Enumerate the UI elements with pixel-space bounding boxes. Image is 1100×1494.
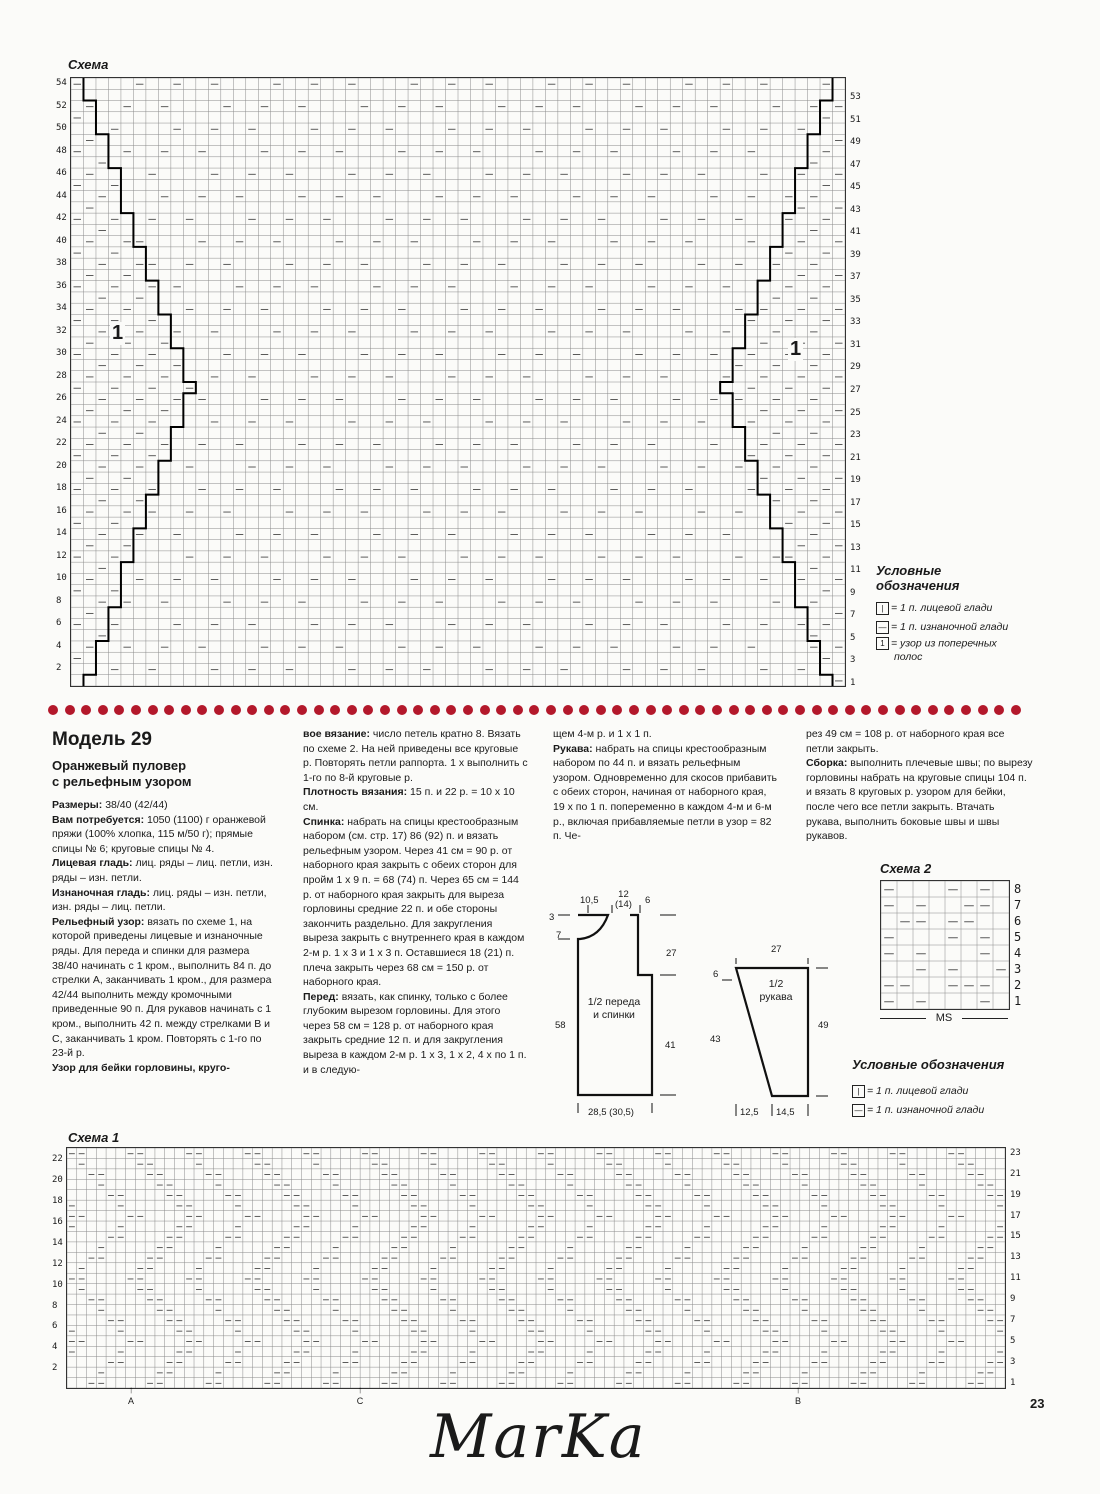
divider-dot (612, 705, 622, 715)
body-height-left: 58 (555, 1020, 566, 1031)
article-paragraph: Рукава: набрать на спицы крестообразным набором по 44 п. и вязать рельефным узором. Одновременно для скосов прибавить с обеих сторон, начиная от наборного края, 19 х по 1 п. попеременно в каждом 4-м и 6-м р., включая прибавляемые петли в узор = 82 п. Че- (553, 742, 777, 843)
divider-dot (397, 705, 407, 715)
divider-dot (778, 705, 788, 715)
divider-dot (928, 705, 938, 715)
divider-dot (812, 705, 822, 715)
divider-dot (264, 705, 274, 715)
chart2-footer: MS (880, 1012, 1008, 1024)
chart2-row-label: 4 (1014, 946, 1022, 960)
body-top-a: 10,5 (580, 895, 599, 906)
divider-dot (48, 705, 58, 715)
divider-dot (911, 705, 921, 715)
body-top-c: 6 (645, 895, 651, 906)
chart1-row-label-left: 18 (52, 1196, 63, 1207)
row-label-left: 38 (56, 258, 67, 269)
chart1-row-label-left: 14 (52, 1237, 63, 1248)
row-label-right: 1 (850, 677, 856, 688)
chart1-arrow-label: C (356, 1396, 364, 1406)
sleeve-label: 1/2 рукава (759, 978, 793, 1003)
row-label-right: 27 (850, 385, 861, 395)
row-label-left: 46 (56, 168, 67, 179)
row-label-right: 5 (850, 632, 856, 643)
chart1-row-label-right: 13 (1010, 1252, 1021, 1263)
region-label-right: 1 (790, 338, 802, 360)
article-paragraph: Размеры: 38/40 (42/44) (52, 799, 168, 811)
divider-dot (944, 705, 954, 715)
chart1-row-label-left: 10 (52, 1279, 63, 1290)
legend-bottom-title: Условные обозначения (852, 1057, 1005, 1072)
divider-dot (878, 705, 888, 715)
divider-dot (795, 705, 805, 715)
row-label-right: 35 (850, 294, 861, 305)
divider-dot (347, 705, 357, 715)
legend-top (876, 563, 1076, 665)
divider-dot (413, 705, 423, 715)
divider-dot (828, 705, 838, 715)
article-paragraph: рез 49 см = 108 р. от наборного края все петли закрыть. (806, 728, 1005, 755)
chart2-title: Схема 2 (880, 861, 932, 876)
article-paragraph: Вам потребуется: 1050 (1100) г оранжевой пряжи (100% хлопка, 115 м/50 г); прямые спицы № 6; круговые спицы № 4. (52, 813, 266, 855)
divider-dot (214, 705, 224, 715)
sleeve-top: 27 (771, 944, 782, 955)
row-label-left: 34 (56, 303, 67, 314)
row-label-left: 48 (56, 145, 67, 156)
row-label-right: 7 (850, 610, 856, 621)
chart1-row-label-right: 23 (1010, 1148, 1021, 1158)
row-label-right: 41 (850, 227, 861, 238)
row-label-right: 25 (850, 407, 861, 418)
row-label-left: 12 (56, 550, 67, 561)
divider-dot (131, 705, 141, 715)
divider-dot (662, 705, 672, 715)
knit-stitch-icon: | (852, 1085, 865, 1098)
body-top-b: 12 (14) (615, 889, 632, 910)
row-label-right: 23 (850, 430, 861, 441)
divider-dot (280, 705, 290, 715)
body-height-right: 41 (665, 1040, 676, 1051)
divider-dot (98, 705, 108, 715)
divider-dot (845, 705, 855, 715)
row-label-left: 26 (56, 393, 67, 404)
signature: MarKa (430, 1402, 647, 1472)
chart1-row-label-right: 17 (1010, 1210, 1021, 1221)
row-label-right: 47 (850, 159, 861, 170)
sleeve-bottom-a: 12,5 (740, 1107, 759, 1118)
legend-top-item-stripe: 1 = узор из поперечных (876, 637, 1076, 650)
chart1-row-label-left: 22 (52, 1154, 63, 1165)
row-label-right: 53 (850, 92, 861, 103)
article-column-2 (303, 727, 528, 1077)
row-label-left: 44 (56, 190, 67, 201)
legend-top-item-stripe-cont: полос (894, 651, 923, 664)
divider-dot (579, 705, 589, 715)
row-label-right: 15 (850, 520, 861, 531)
row-label-left: 24 (56, 415, 67, 426)
article-paragraph: Плотность вязания: 15 п. и 22 р. = 10 х 10 см. (303, 786, 515, 813)
divider-dot (695, 705, 705, 715)
row-label-right: 37 (850, 272, 861, 283)
legend-bottom-item-knit: | = 1 п. лицевой глади (852, 1082, 1052, 1101)
row-label-right: 11 (850, 565, 861, 576)
divider-dot (480, 705, 490, 715)
chart1-arrow-label: B (794, 1396, 801, 1406)
body-bottom: 28,5 (30,5) (588, 1107, 634, 1118)
chart1-row-label-right: 7 (1010, 1314, 1016, 1325)
row-label-left: 50 (56, 123, 67, 134)
article-paragraph: вое вязание: число петель кратно 8. Вязать по схеме 2. На ней приведены все круговые р. Повторять петли раппорта. 1 х выполнить с 1-го по 8-й круговые р. (303, 728, 528, 784)
article-paragraph: Узор для бейки горловины, круго- (52, 1061, 230, 1074)
divider-dot (513, 705, 523, 715)
sleeve-left-height: 43 (710, 1034, 721, 1045)
page-number: 23 (1030, 1396, 1045, 1411)
divider-dot (164, 705, 174, 715)
divider-dot (679, 705, 689, 715)
row-label-left: 54 (56, 78, 67, 88)
article-paragraph: Спинка: набрать на спицы крестообразным набором (см. стр. 17) 86 (92) п. и вязать рельефным узором. Через 41 см = 90 р. от наборного края закрыть с обеих сторон для пройм 1 х 9 п. = 68 (74) п. Через 65 см = 144 р. от наборного края закрыть для выреза горловины средние 22 п. и обе стороны закончить раздельно. Для закругления выреза закрыть с внутреннего края в каждом 2-м р. 1 х 3 и 1 х 3 п. Оставшиеся 18 (21) п. плеча закрыть через 68 см = 150 р. от наборного края. (303, 815, 525, 989)
purl-stitch-icon: — (876, 621, 889, 634)
article-column-4 (806, 727, 1033, 844)
model-subtitle: Оранжевый пуловер с рельефным узором (52, 758, 192, 789)
divider-dot (181, 705, 191, 715)
row-label-right: 17 (850, 497, 861, 508)
row-label-right: 51 (850, 114, 861, 125)
divider-dot (463, 705, 473, 715)
knit-stitch-icon: | (876, 602, 889, 615)
body-left-b: 7 (556, 930, 562, 941)
divider-dot (895, 705, 905, 715)
row-label-right: 31 (850, 339, 861, 350)
chart2-row-label: 1 (1014, 994, 1022, 1008)
chart2-row-label: 2 (1014, 978, 1022, 992)
chart1-row-label-right: 9 (1010, 1294, 1016, 1305)
chart1-arrow-a (126, 1386, 136, 1406)
row-label-left: 6 (56, 618, 62, 629)
divider-dot (81, 705, 91, 715)
chart1-row-label-left: 6 (52, 1321, 58, 1332)
divider-dot (363, 705, 373, 715)
divider-dot (446, 705, 456, 715)
row-label-left: 16 (56, 505, 67, 516)
region-label-left: 1 (112, 322, 124, 344)
legend-top-item-knit: | = 1 п. лицевой глади (876, 599, 1076, 618)
chart1-row-label-left: 4 (52, 1342, 58, 1353)
chart1-svg (67, 1148, 1005, 1388)
chart2-row-label: 6 (1014, 914, 1022, 928)
row-label-right: 33 (850, 317, 861, 328)
model-title: Модель 29 (52, 729, 152, 750)
chart2-row-label: 5 (1014, 930, 1022, 944)
divider-dot (430, 705, 440, 715)
divider-dot (861, 705, 871, 715)
chart-top-title: Схема (68, 57, 109, 72)
arrow-up-icon: ↑ (357, 1385, 363, 1396)
legend-bottom (852, 1057, 1052, 1120)
chart2-row-label: 7 (1014, 898, 1022, 912)
divider-dot (197, 705, 207, 715)
chart2-row-label: 8 (1014, 882, 1022, 896)
row-label-left: 4 (56, 640, 62, 651)
divider-dot (65, 705, 75, 715)
article-paragraph: Изнаночная гладь: лиц. ряды – изн. петли, изн. ряды – лиц. петли. (52, 886, 267, 914)
body-side-right: 27 (666, 948, 677, 959)
dotted-divider (48, 703, 1028, 717)
article-paragraph: Перед: вязать, как спинку, только с более глубоким вырезом горловины. Для этого через 58 см = 128 р. от наборного края закрыть средние 12 п. и для закругления выреза в каждом 2-м р. 1 х 3, 1 х 2, 4 х по 1 п. и в следую- (303, 990, 527, 1076)
row-label-left: 40 (56, 235, 67, 246)
divider-dot (148, 705, 158, 715)
arrow-up-icon: ↑ (795, 1385, 801, 1396)
row-label-right: 21 (850, 452, 861, 463)
chart1-row-label-left: 16 (52, 1217, 63, 1228)
chart1-row-label-right: 1 (1010, 1377, 1016, 1388)
legend-top-title: Условные обозначения (876, 563, 960, 593)
sleeve-bottom-b: 14,5 (776, 1107, 795, 1118)
divider-dot (231, 705, 241, 715)
divider-dot (314, 705, 324, 715)
row-label-left: 2 (56, 663, 62, 674)
row-label-left: 10 (56, 573, 67, 584)
divider-dot (745, 705, 755, 715)
article-column-3 (553, 727, 779, 844)
chart1-row-label-left: 12 (52, 1258, 63, 1269)
chart1-row-label-right: 3 (1010, 1356, 1016, 1367)
row-label-right: 3 (850, 655, 856, 666)
divider-dot (529, 705, 539, 715)
row-label-left: 8 (56, 595, 62, 606)
article-paragraph: щем 4-м р. и 1 х 1 п. (553, 728, 652, 740)
row-label-left: 52 (56, 100, 67, 111)
divider-dot (546, 705, 556, 715)
chart-top-grid (70, 77, 846, 687)
chart1-arrow-label: A (127, 1396, 134, 1406)
row-label-right: 49 (850, 137, 861, 148)
chart-top-svg (71, 78, 845, 686)
chart1-row-label-right: 11 (1010, 1273, 1021, 1284)
divider-dot (1011, 705, 1021, 715)
row-label-left: 22 (56, 438, 67, 449)
chart1-row-label-right: 15 (1010, 1231, 1021, 1242)
sleeve-left-top: 6 (713, 969, 719, 980)
row-label-left: 36 (56, 280, 67, 291)
row-label-left: 14 (56, 528, 67, 539)
chart1-row-label-left: 2 (52, 1363, 58, 1374)
row-label-left: 28 (56, 370, 67, 381)
arrow-up-icon: ↑ (128, 1385, 134, 1396)
chart1-row-label-right: 21 (1010, 1168, 1021, 1179)
divider-dot (994, 705, 1004, 715)
divider-dot (380, 705, 390, 715)
divider-dot (563, 705, 573, 715)
divider-dot (729, 705, 739, 715)
divider-dot (629, 705, 639, 715)
row-label-right: 43 (850, 204, 861, 215)
chart1-row-label-right: 5 (1010, 1335, 1016, 1346)
divider-dot (596, 705, 606, 715)
divider-dot (646, 705, 656, 715)
legend-top-item-purl: — = 1 п. изнаночной глади (876, 618, 1076, 637)
row-label-left: 30 (56, 348, 67, 359)
article-column-1 (52, 798, 278, 1075)
article-paragraph: Лицевая гладь: лиц. ряды – лиц. петли, изн. ряды – изн. петли. (52, 857, 273, 884)
divider-dot (496, 705, 506, 715)
chart2-svg (881, 881, 1009, 1009)
divider-dot (712, 705, 722, 715)
article-paragraph: Сборка: выполнить плечевые швы; по вырезу горловины набрать на круговые спицы 104 п. и вязать 8 круговых р. узором для бейки, после чего все петли закрыть. Втачать рукава, выполнить боковые швы и швы рукавов. (806, 757, 1033, 843)
divider-dot (330, 705, 340, 715)
row-label-right: 9 (850, 587, 856, 598)
chart1-row-label-left: 20 (52, 1175, 63, 1186)
chart1-title: Схема 1 (68, 1130, 120, 1145)
body-left-a: 3 (549, 912, 555, 923)
chart2-grid (880, 880, 1010, 1010)
divider-dot (247, 705, 257, 715)
chart2-row-label: 3 (1014, 962, 1022, 976)
divider-dot (961, 705, 971, 715)
row-label-left: 32 (56, 325, 67, 336)
divider-dot (762, 705, 772, 715)
stripe-pattern-icon: 1 (876, 637, 889, 650)
chart1-grid (66, 1147, 1006, 1389)
sleeve-right-height: 49 (818, 1020, 829, 1031)
row-label-left: 20 (56, 460, 67, 471)
row-label-right: 29 (850, 362, 861, 373)
row-label-right: 19 (850, 475, 861, 486)
body-label: 1/2 переда и спинки (587, 996, 641, 1021)
chart1-row-label-left: 8 (52, 1300, 58, 1311)
chart1-arrow-c (355, 1386, 365, 1406)
chart1-arrow-b (793, 1386, 803, 1406)
row-label-left: 42 (56, 213, 67, 224)
divider-dot (114, 705, 124, 715)
divider-dot (978, 705, 988, 715)
article-paragraph: Рельефный узор: вязать по схеме 1, на которой приведены лицевые и изнаночные ряды. Для переда и спинки для размера 38/40 начинать с 1 кром., выполнить 84 п. до стрелки А, заканчивать 1 кром., для размера 42/44 выполнить между кромочными приведенные 90 п. Для рукавов начинать с 1 кром., выполнить 42 п. между стрелками В и С, заканчивать 1 кром. Повторять с 1-го по 23-й р. (52, 915, 272, 1060)
row-label-right: 13 (850, 542, 861, 553)
chart1-row-label-right: 19 (1010, 1189, 1021, 1200)
purl-stitch-icon: — (852, 1104, 865, 1117)
legend-bottom-item-purl: — = 1 п. изнаночной глади (852, 1101, 1052, 1120)
divider-dot (297, 705, 307, 715)
row-label-right: 39 (850, 249, 861, 260)
row-label-right: 45 (850, 182, 861, 193)
row-label-left: 18 (56, 483, 67, 494)
